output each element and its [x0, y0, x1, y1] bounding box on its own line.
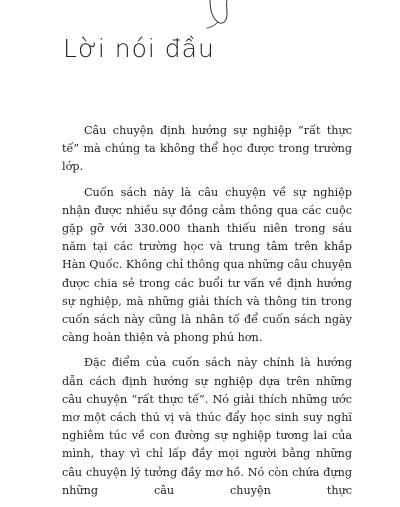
page-title: Lời nói đầu [63, 34, 215, 63]
paragraph-2: Cuốn sách này là câu chuyện về sự nghiệp nhận được nhiều sự đồng cảm thông qua các cuộc gặp gỡ với 330.000 thanh thiếu niên trong sáu năm tại các trường học và trung tâm trên khắp Hàn Quốc. Không chỉ thông qua những câu chuyện được chia sẻ trong các buổi tư vấn về định hướng sự nghiệp, mà những giải thích và thông tin trong cuốn sách này cũng là nhân tố để cuốn sách ngày càng hoàn thiện và phong phú hơn. [62, 185, 352, 345]
decorative-flourish-icon [196, 0, 236, 34]
paragraph-1: Câu chuyện định hướng sự nghiệp “rất thực tế” mà chúng ta không thể học được trong trường lớp. [62, 124, 352, 174]
body-text [62, 122, 352, 507]
paragraph-3: Đặc điểm của cuốn sách này chính là hướng dẫn cách định hướng sự nghiệp dựa trên những câu chuyện “rất thực tế”. Nó giải thích những ước mơ một cách thú vị và thúc đẩy học sinh suy nghĩ nghiêm túc về con đường sự nghiệp tương lai của mình, thay vì chỉ lấp đầy mọi người bằng những câu chuyện lý tưởng đầy mơ hồ. Nó còn chứa đựng những câu chuyện thực [62, 356, 352, 497]
